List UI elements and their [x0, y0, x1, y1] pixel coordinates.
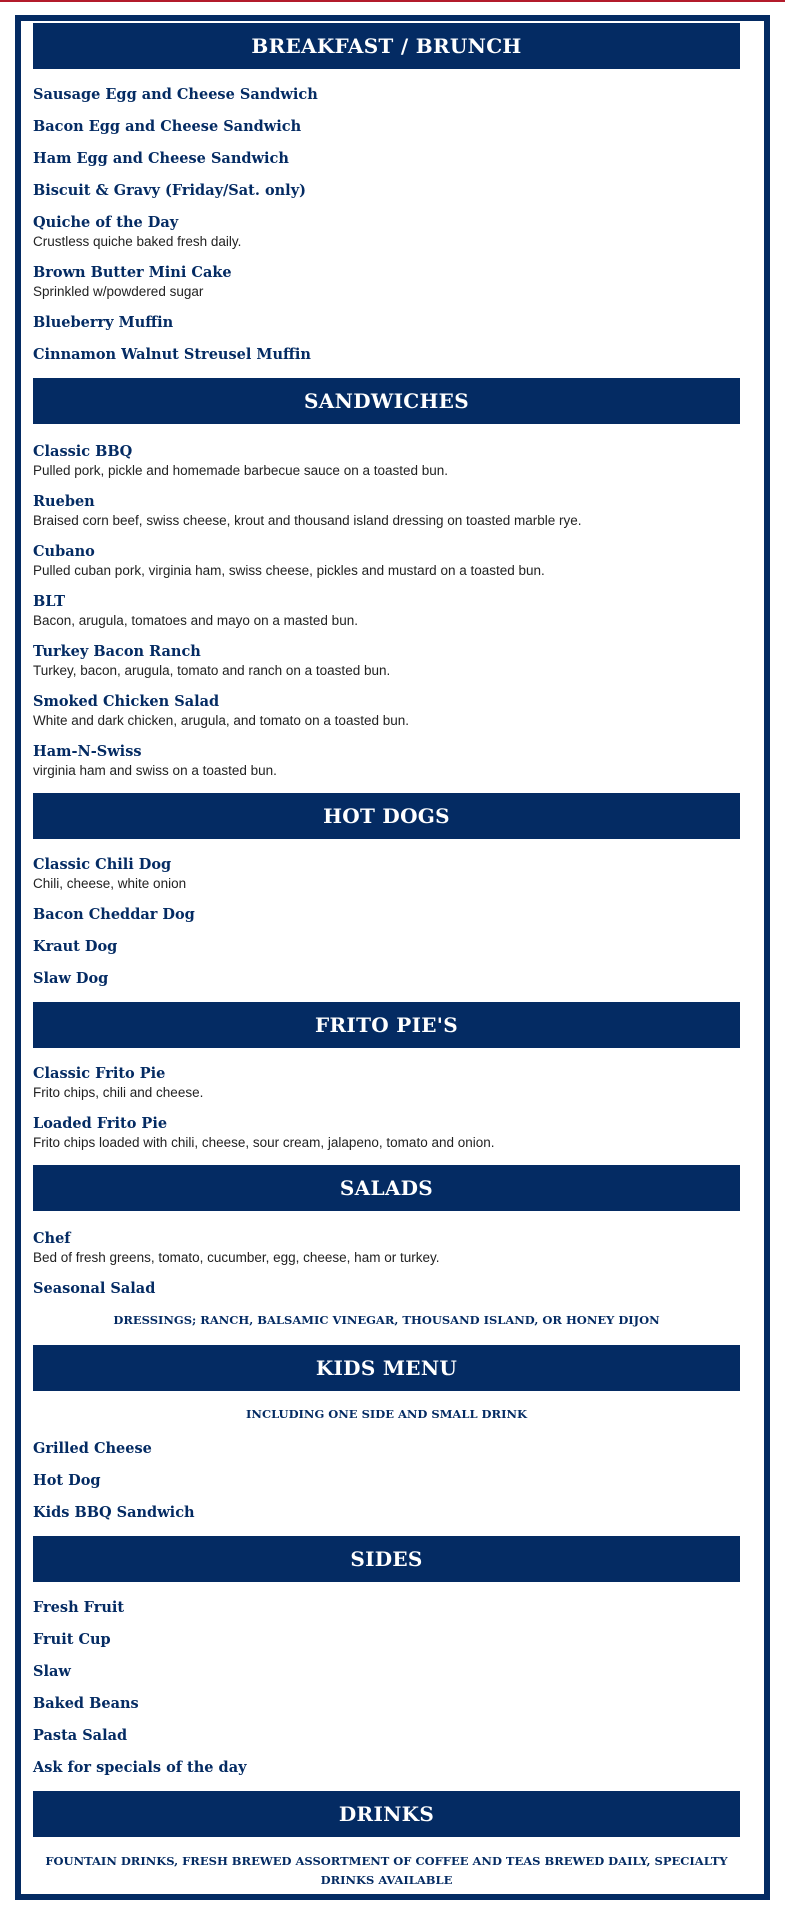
item-description: virginia ham and swiss on a toasted bun. [33, 763, 277, 778]
menu-item [33, 180, 740, 201]
menu-item [33, 591, 740, 630]
section-hot-dogs [33, 793, 740, 1002]
section-sides [33, 1536, 740, 1791]
item-description: Crustless quiche baked fresh daily. [33, 234, 242, 249]
item-name: BLT [33, 593, 66, 610]
menu-item [33, 541, 740, 580]
menu-item [33, 1693, 740, 1714]
item-description: Pulled pork, pickle and homemade barbecue sauce on a toasted bun. [33, 463, 449, 478]
item-name: Biscuit & Gravy (Friday/Sat. only) [33, 182, 306, 199]
sides-items [33, 1582, 740, 1791]
item-description: Turkey, bacon, arugula, tomato and ranch on a toasted bun. [33, 663, 391, 678]
menu-item [33, 441, 740, 480]
breakfast-items [33, 69, 740, 378]
item-name: Loaded Frito Pie [33, 1115, 168, 1132]
menu-item [33, 491, 740, 530]
item-name: Slaw Dog [33, 970, 109, 987]
menu-item [33, 741, 740, 780]
section-header-sandwiches: SANDWICHES [33, 378, 740, 424]
item-name: Chef [33, 1230, 71, 1247]
section-sandwiches [33, 378, 740, 793]
item-name: Classic BBQ [33, 443, 133, 460]
section-header-salads: SALADS [33, 1165, 740, 1211]
item-name: Hot Dog [33, 1472, 101, 1489]
item-description: Chili, cheese, white onion [33, 876, 187, 891]
menu-item [33, 1725, 740, 1746]
section-header-kids-menu: KIDS MENU [33, 1345, 740, 1391]
menu-item [33, 968, 740, 989]
item-name: Blueberry Muffin [33, 314, 174, 331]
section-kids-menu [33, 1345, 740, 1536]
salads-items [33, 1211, 740, 1345]
item-name: Kids BBQ Sandwich [33, 1504, 195, 1521]
menu-item [33, 84, 740, 105]
hot-dogs-items [33, 839, 740, 1002]
item-name: Fruit Cup [33, 1631, 111, 1648]
item-name: Baked Beans [33, 1695, 139, 1712]
item-name: Bacon Egg and Cheese Sandwich [33, 118, 302, 135]
menu-item [33, 1470, 740, 1491]
menu-item [33, 691, 740, 730]
item-name: Pasta Salad [33, 1727, 128, 1744]
item-name: Ham-N-Swiss [33, 743, 142, 760]
item-name: Rueben [33, 493, 95, 510]
menu-item [33, 1629, 740, 1650]
menu-item [33, 312, 740, 333]
item-name: Ask for specials of the day [33, 1759, 247, 1776]
menu-item [33, 854, 740, 893]
section-header-drinks: DRINKS [33, 1791, 740, 1837]
sandwiches-items [33, 424, 740, 793]
menu-item [33, 1063, 740, 1102]
item-name: Classic Chili Dog [33, 856, 172, 873]
item-description: Braised corn beef, swiss cheese, krout and thousand island dressing on toasted marble rye. [33, 513, 582, 528]
section-frito-pies [33, 1002, 740, 1165]
item-description: Bacon, arugula, tomatoes and mayo on a masted bun. [33, 613, 358, 628]
item-description: Bed of fresh greens, tomato, cucumber, egg, cheese, ham or turkey. [33, 1250, 440, 1265]
menu-item [33, 1597, 740, 1618]
drinks-note: FOUNTAIN DRINKS, FRESH BREWED ASSORTMENT OF COFFEE AND TEAS BREWED DAILY, SPECIALTY DRINKS AVAILABLE [45, 1854, 728, 1887]
item-name: Brown Butter Mini Cake [33, 264, 232, 281]
section-drinks [33, 1791, 740, 1890]
item-name: Classic Frito Pie [33, 1065, 166, 1082]
menu-item [33, 1228, 740, 1267]
item-name: Sausage Egg and Cheese Sandwich [33, 86, 318, 103]
menu-item [33, 344, 740, 365]
item-name: Turkey Bacon Ranch [33, 643, 201, 660]
item-description: Pulled cuban pork, virginia ham, swiss cheese, pickles and mustard on a toasted bun. [33, 563, 545, 578]
menu-item [33, 148, 740, 169]
section-breakfast [33, 23, 740, 378]
item-description: White and dark chicken, arugula, and tomato on a toasted bun. [33, 713, 409, 728]
menu-item [33, 1661, 740, 1682]
item-name: Grilled Cheese [33, 1440, 152, 1457]
dressings-note: DRESSINGS; RANCH, BALSAMIC VINEGAR, THOUSAND ISLAND, OR HONEY DIJON [113, 1313, 660, 1327]
item-name: Seasonal Salad [33, 1280, 156, 1297]
frito-pies-items [33, 1048, 740, 1165]
section-header-frito-pies: FRITO PIE'S [33, 1002, 740, 1048]
menu-item [33, 936, 740, 957]
item-name: Quiche of the Day [33, 214, 179, 231]
menu-item [33, 212, 740, 251]
item-name: Ham Egg and Cheese Sandwich [33, 150, 289, 167]
item-name: Kraut Dog [33, 938, 118, 955]
item-name: Slaw [33, 1663, 71, 1680]
kids-menu-note: INCLUDING ONE SIDE AND SMALL DRINK [246, 1407, 527, 1421]
item-name: Fresh Fruit [33, 1599, 125, 1616]
item-description: Frito chips loaded with chili, cheese, sour cream, jalapeno, tomato and onion. [33, 1135, 495, 1150]
menu-item [33, 641, 740, 680]
item-name: Bacon Cheddar Dog [33, 906, 195, 923]
menu-item [33, 1438, 740, 1459]
menu-item [33, 1113, 740, 1152]
menu-item [33, 1278, 740, 1299]
item-description: Sprinkled w/powdered sugar [33, 284, 204, 299]
menu-item [33, 1757, 740, 1778]
section-header-sides: SIDES [33, 1536, 740, 1582]
kids-menu-items [33, 1391, 740, 1536]
menu-item [33, 116, 740, 137]
section-salads [33, 1165, 740, 1345]
menu-content [33, 23, 740, 1890]
item-name: Cubano [33, 543, 95, 560]
section-header-breakfast: BREAKFAST / BRUNCH [33, 23, 740, 69]
item-name: Smoked Chicken Salad [33, 693, 220, 710]
section-header-hot-dogs: HOT DOGS [33, 793, 740, 839]
menu-item [33, 1502, 740, 1523]
top-accent-rule [0, 0, 785, 2]
menu-item [33, 262, 740, 301]
menu-item [33, 904, 740, 925]
item-description: Frito chips, chili and cheese. [33, 1085, 204, 1100]
item-name: Cinnamon Walnut Streusel Muffin [33, 346, 311, 363]
